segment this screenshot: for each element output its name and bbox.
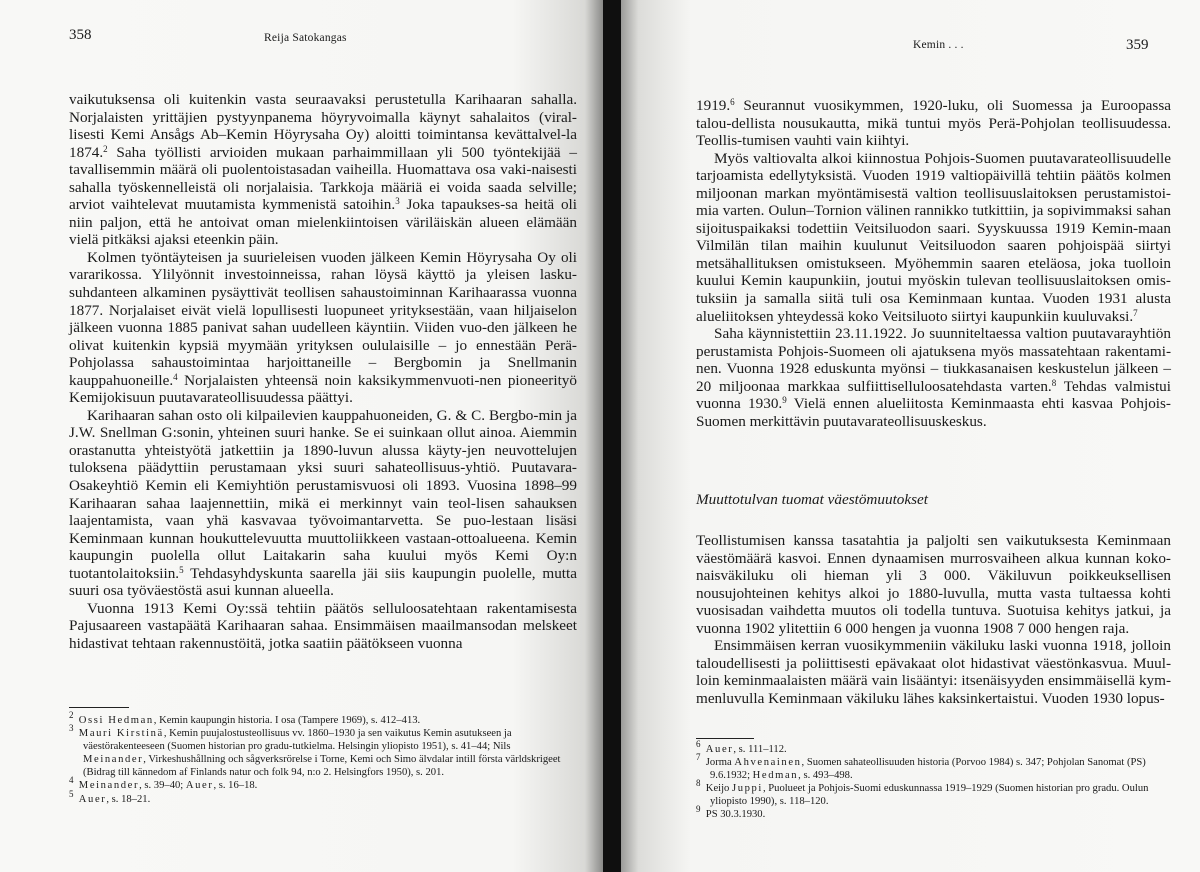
- paragraph: Kolmen työntäyteisen ja suurieleisen vuoden jälkeen Kemin Höyrysaha Oy oli vararikossa. Ylilyönnit investoinneissa, rahan löysä käyttö ja yleisen lasku-suhdanteen alkaminen pysäyttivät teollisen sahaustoiminnan Karihaarassa vuonna 1877. Norjalaiset eivät vielä lopullisesti luopuneet yrityksestään, vaan hiljaiselon jälkeen vuonna 1885 panivat sahan uudelleen käyntiin. Viiden vuo-den jälkeen he olivat kuitenkin kypsiä myymään yrityksen oululaisille – jo ennestään Perä-Pohjolassa sahaustoimintaa harjoittaneille – Bergbomin ja Snellmanin kauppahuoneille.$^4$ Norjalaisten yhteensä noin kaksikymmenvuoti-nen pioneerityö Kemijokisuun puutavarateollisuudessa päättyi.: [69, 248, 577, 407]
- footnotes-left: [69, 710, 575, 806]
- footnote: $^6$ Auer, s. 111–112.: [696, 739, 787, 755]
- body-text-left: [69, 91, 577, 653]
- footnote: $^7$ Jorma Ahvenainen, Suomen sahateollisuuden historia (Porvoo 1984) s. 347; Pohjolan Sanomat (PS) 9.6.1932; Hedman, s. 493–498.: [696, 752, 1146, 782]
- paragraph: 1919.$^6$ Seurannut vuosikymmen, 1920-luku, oli Suomessa ja Euroopassa talou-dellista nousukautta, mikä tuntui myös Perä-Pohjolan teollisuudessa. Teollis-tumisen vauhti vain kiihtyi.: [696, 97, 1171, 150]
- running-head-right: Kemin . . .: [913, 39, 964, 51]
- paragraph: Vuonna 1913 Kemi Oy:ssä tehtiin päätös selluloosatehtaan rakentamisesta Pajusaareen vastapäätä Karihaaran sahaa. Ensimmäisen maailmansodan melskeet hidastivat tehtaan rakennustöitä, jotka saatiin päätökseen vuonna: [69, 599, 577, 652]
- paragraph: Karihaaran sahan osto oli kilpailevien kauppahuoneiden, G. & C. Bergbo-min ja J.W. Snellman G:sonin, yhteinen suuri hanke. Se ei suinkaan ollut ainoa. Aiemmin orastanutta yhteistyötä jatkettiin ja 1890-luvun alussa käyty-jen neuvottelujen tuloksena päädyttiin perustamaan yksi suuri sahateollisuus-yhtiö. Puutavara-Osakeyhtiö Kemin eli Kemiyhtiön perustamisvuosi oli 1893. Vuosina 1898–99 Karihaaran sahaa laajennettiin, mikä ei merkinnyt vain teol-lisen sahauksen laajentamista, vaan yhä kasvavaa työvoimantarvetta. Se puo-lestaan lisäsi Keminmaan kunnan houkuttelevuutta muuttoliikkeen vastaan-ottoalueena. Kemin kaupungin puolella ollut Laitakarin saha kuului myös Kemi Oy:n tuotantolaitoksiin.$^5$ Tehdasyhdyskunta saarella jäi siis kaupungin puolelle, mutta suuri osa työväestöstä asui kunnan alueella.: [69, 406, 577, 600]
- body-text-right-section: [696, 532, 1171, 707]
- paragraph: Saha käynnistettiin 23.11.1922. Jo suunniteltaessa valtion puutavarayhtiön perustamista Pohjois-Suomeen oli ajatuksena myös massatehtaan rakentami-nen. Vuonna 1928 eduskunta myönsi – tiukkasanaisen keskustelun jälkeen – 20 miljoonaa markkaa sulfiittiselluloosatehdasta varten.$^8$ Tehdas valmistui vuonna 1930.$^9$ Vielä ennen alueliitosta Keminmaasta ehti kasvaa Pohjois-Suomen merkittävin puutavarateollisuuskeskus.: [696, 325, 1171, 430]
- paragraph: Ensimmäisen kerran vuosikymmeniin väkiluku laski vuonna 1918, jolloin taloudellisesti ja poliittisesti epävakaat olot hidastivat väestönkasvua. Muul-loin keminmaalaisten määrä vain lisääntyi: itsenäisyyden ensimmäisellä kym-menluvulla Keminmaan väkiluku lähes kaksinkertaistui. Vuoden 1930 lopus-: [696, 637, 1171, 707]
- footnote-divider: [69, 707, 129, 708]
- paragraph: vaikutuksensa oli kuitenkin vasta seuraavaksi perustetulla Karihaaran sahalla. Norjalaisten yrittäjien pystyynpanema höyryvoimalla käynyt sahalaitos (viral-lisesti Kemi Ansågs Ab–Kemin Höyrysaha Oy) aloitti toimintansa kevättalvel-la 1874.$^2$ Saha työllisti arvioiden mukaan parhaimmillaan yli 500 työntekijää – tavallisemmin määrä oli puolentoistasadan vaiheilla. Huomattava osa vaki-naisesti sahalla työskennelleistä oli norjalaisia. Tarkkoja määriä ei voida saada selville; arviot vaihtelevat muutamista kymmenistä satoihin.$^3$ Joka tapaukses-sa heitä oli niin paljon, että he antoivat oman mielenkiintoisen väriläiskän alueen elämään vielä pitkäksi ajaksi eteenkin päin.: [69, 91, 577, 249]
- footnote: $^3$ Mauri Kirstinä, Kemin puujalostusteollisuus vv. 1860–1930 ja sen vaikutus Kemin asutukseen ja väestörakenteeseen (Suomen historian pro gradu-tutkielma. Helsingin yliopisto 1951), s. 41–44; Nils Meinander, Virkeshushållning och sågverksrörelse i Torne, Kemi och Simo älvdalar intill första världskrigeet (Bidrag till kännedom af Finlands natur och folk 94, n:o 2. Helsingfors 1950), s. 201.: [69, 723, 561, 779]
- right-page: [621, 0, 1200, 872]
- footnote-divider: [696, 738, 754, 739]
- paragraph: Myös valtiovalta alkoi kiinnostua Pohjois-Suomen puutavarateollisuudelle tarjoamista edellytyksistä. Vuoden 1919 valtiopäivillä tehtiin päätös kolmen miljoonan markan myöntämisestä valtion teollisuuslaitoksen perustamistoi-mia varten. Oulun–Tornion välinen rannikko tutkittiin, ja sopivimmaksi sahan sijoituspaikaksi todettiin Veitsiluodon saari. Syyskuussa 1919 Kemin-maan Vilmilän tilan maihin kuulunut Veitsiluodon saaren pohjoispää siirtyi metsähallituksen omistukseen. Myöhemmin saaren eteläosa, joka tuolloin kuului Kemin kaupunkiin, joutui myöskin tulevan teollisuuslaitoksen omis-tuksiin ja samalla siitä tuli osa Keminmaan kuntaa. Vuoden 1931 alusta alueliitoksen yhteydessä koko Veitsiluoto siirtyi kaupunkiin kuuluvaksi.$^7$: [696, 149, 1171, 325]
- paragraph: Teollistumisen kanssa tasatahtia ja paljolti sen vaikutuksesta Keminmaan väestömäärä kasvoi. Ennen dynaamisen murrosvaiheen alkua kunnan koko-naisväkiluku oli hieman yli 3 000. Väkiluvun poikkeuksellisen nousujohteinen kehitys alkoi jo 1880-luvulla, mutta vasta tultaessa kohti vuosisadan vaihdetta muutos oli todella tuntuva. Suotuisa kehitys jatkui, ja vuonna 1902 ylitettiin 6 000 hengen ja vuonna 1908 7 000 hengen raja.: [696, 532, 1171, 637]
- page-number-left: 358: [69, 27, 92, 43]
- body-text-right: [696, 97, 1171, 430]
- section-heading: Muuttotulvan tuomat väestömuutokset: [696, 491, 928, 508]
- footnote: $^2$ Ossi Hedman, Kemin kaupungin historia. I osa (Tampere 1969), s. 412–413.: [69, 710, 421, 726]
- footnote: $^5$ Auer, s. 18–21.: [69, 788, 151, 805]
- footnote: $^8$ Keijo Juppi, Puolueet ja Pohjois-Suomi eduskunnassa 1919–1929 (Suomen historian pro gradu. Oulun yliopisto 1990), s. 118–120.: [696, 778, 1149, 808]
- footnotes-right: [696, 739, 1168, 822]
- page-number-right: 359: [1126, 37, 1149, 53]
- footnote: $^9$ PS 30.3.1930.: [696, 804, 766, 821]
- book-spine-gutter: [603, 0, 621, 872]
- footnote: $^4$ Meinander, s. 39–40; Auer, s. 16–18.: [69, 775, 258, 792]
- running-head-left: Reija Satokangas: [264, 32, 347, 44]
